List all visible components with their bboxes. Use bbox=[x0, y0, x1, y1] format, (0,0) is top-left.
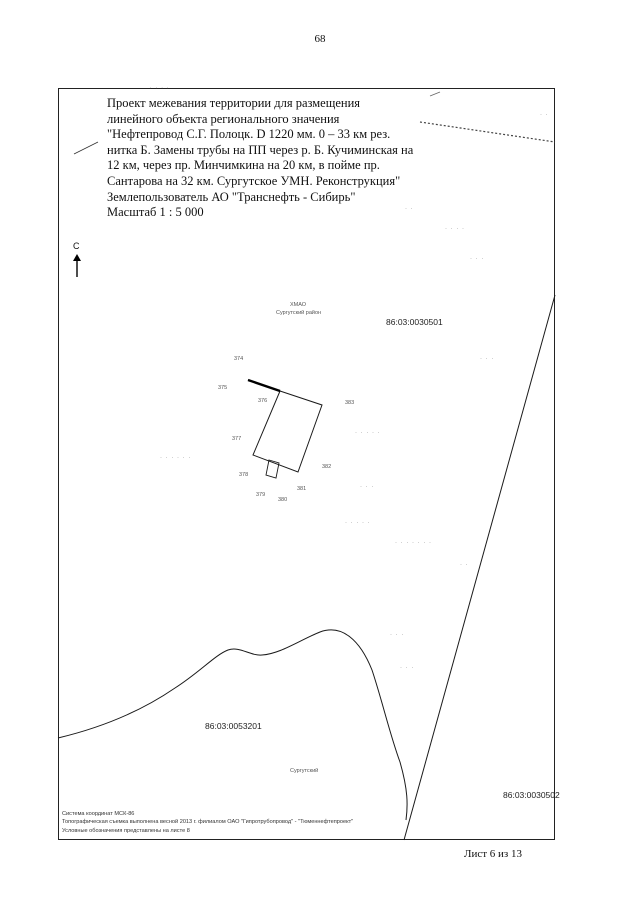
scan-speck: · · · · · · bbox=[160, 455, 192, 461]
area-label: ХМАО bbox=[290, 302, 307, 308]
note-line: Система координат МСК-86 bbox=[62, 811, 135, 817]
point-number: 374 bbox=[234, 356, 244, 362]
point-number: 378 bbox=[239, 472, 249, 478]
scan-speck: · · · · · · · bbox=[395, 540, 432, 546]
map-title-block bbox=[107, 96, 427, 221]
title-line: 12 км, через пр. Минчимкина на 20 км, в пойме пр. bbox=[107, 158, 380, 173]
point-number: 379 bbox=[256, 492, 266, 498]
scan-speck: · · · · · bbox=[355, 430, 381, 436]
title-line: Землепользователь АО "Транснефть - Сибирь" bbox=[107, 189, 356, 204]
title-line: Масштаб 1 : 5 000 bbox=[107, 205, 204, 220]
scan-speck: · · bbox=[460, 562, 469, 568]
pipeline-line bbox=[404, 295, 555, 840]
scan-speck: · · · bbox=[400, 665, 415, 671]
cadastral-number-lower-right: 86:03:0030502 bbox=[503, 790, 560, 800]
scan-speck: · · · bbox=[470, 256, 485, 262]
point-number: 377 bbox=[232, 436, 242, 442]
point-number: 381 bbox=[297, 486, 307, 492]
point-number: 383 bbox=[345, 400, 355, 406]
scan-speck: · · · · · bbox=[345, 520, 371, 526]
scan-speck: ˙ ˙ ˙ ˙ bbox=[150, 88, 170, 94]
title-line: линейного объекта регионального значения bbox=[107, 111, 340, 126]
dashed-boundary-2 bbox=[430, 92, 440, 96]
title-line: Сантарова на 32 км. Сургутское УМН. Реконструкция" bbox=[107, 173, 401, 188]
title-line: "Нефтепровод С.Г. Полоцк. D 1220 мм. 0 – 33 км рез. bbox=[107, 127, 391, 142]
dashed-boundary bbox=[420, 122, 555, 142]
leader-line bbox=[74, 142, 98, 154]
area-label: Сургутский bbox=[290, 768, 319, 774]
scan-speck: · · · bbox=[360, 484, 375, 490]
note-line: Условные обозначения представлены на листе 8 bbox=[62, 827, 190, 834]
title-line: нитка Б. Замены трубы на ПП через р. Б. Кучиминская на bbox=[107, 142, 414, 157]
scan-speck: · · bbox=[405, 206, 414, 212]
point-number: 376 bbox=[258, 398, 268, 404]
bold-segment bbox=[248, 380, 280, 391]
area-label: Сургутский район bbox=[276, 310, 322, 316]
point-number: 380 bbox=[278, 497, 288, 503]
page-number: 68 bbox=[314, 33, 326, 45]
title-line: Проект межевания территории для размещения bbox=[107, 96, 361, 110]
scan-speck: · · bbox=[540, 112, 549, 118]
map-notes bbox=[62, 810, 353, 835]
north-arrow-icon bbox=[70, 244, 84, 278]
scan-speck: · · · bbox=[480, 356, 495, 362]
note-line: Топографическая съемка выполнена весной 2013 г. филиалом ОАО "Гипротрубопровод" - "Тюменнефтепроект" bbox=[62, 819, 354, 826]
point-number: 375 bbox=[218, 385, 228, 391]
scan-speck: · · · bbox=[390, 632, 405, 638]
sheet-label: Лист 6 из 13 bbox=[464, 848, 523, 860]
cadastral-number-upper: 86:03:0030501 bbox=[386, 317, 443, 327]
cadastral-number-lower-left: 86:03:0053201 bbox=[205, 721, 262, 731]
scan-speck: · · · · bbox=[445, 226, 465, 232]
point-number: 382 bbox=[322, 464, 332, 470]
north-letter: С bbox=[73, 241, 80, 251]
